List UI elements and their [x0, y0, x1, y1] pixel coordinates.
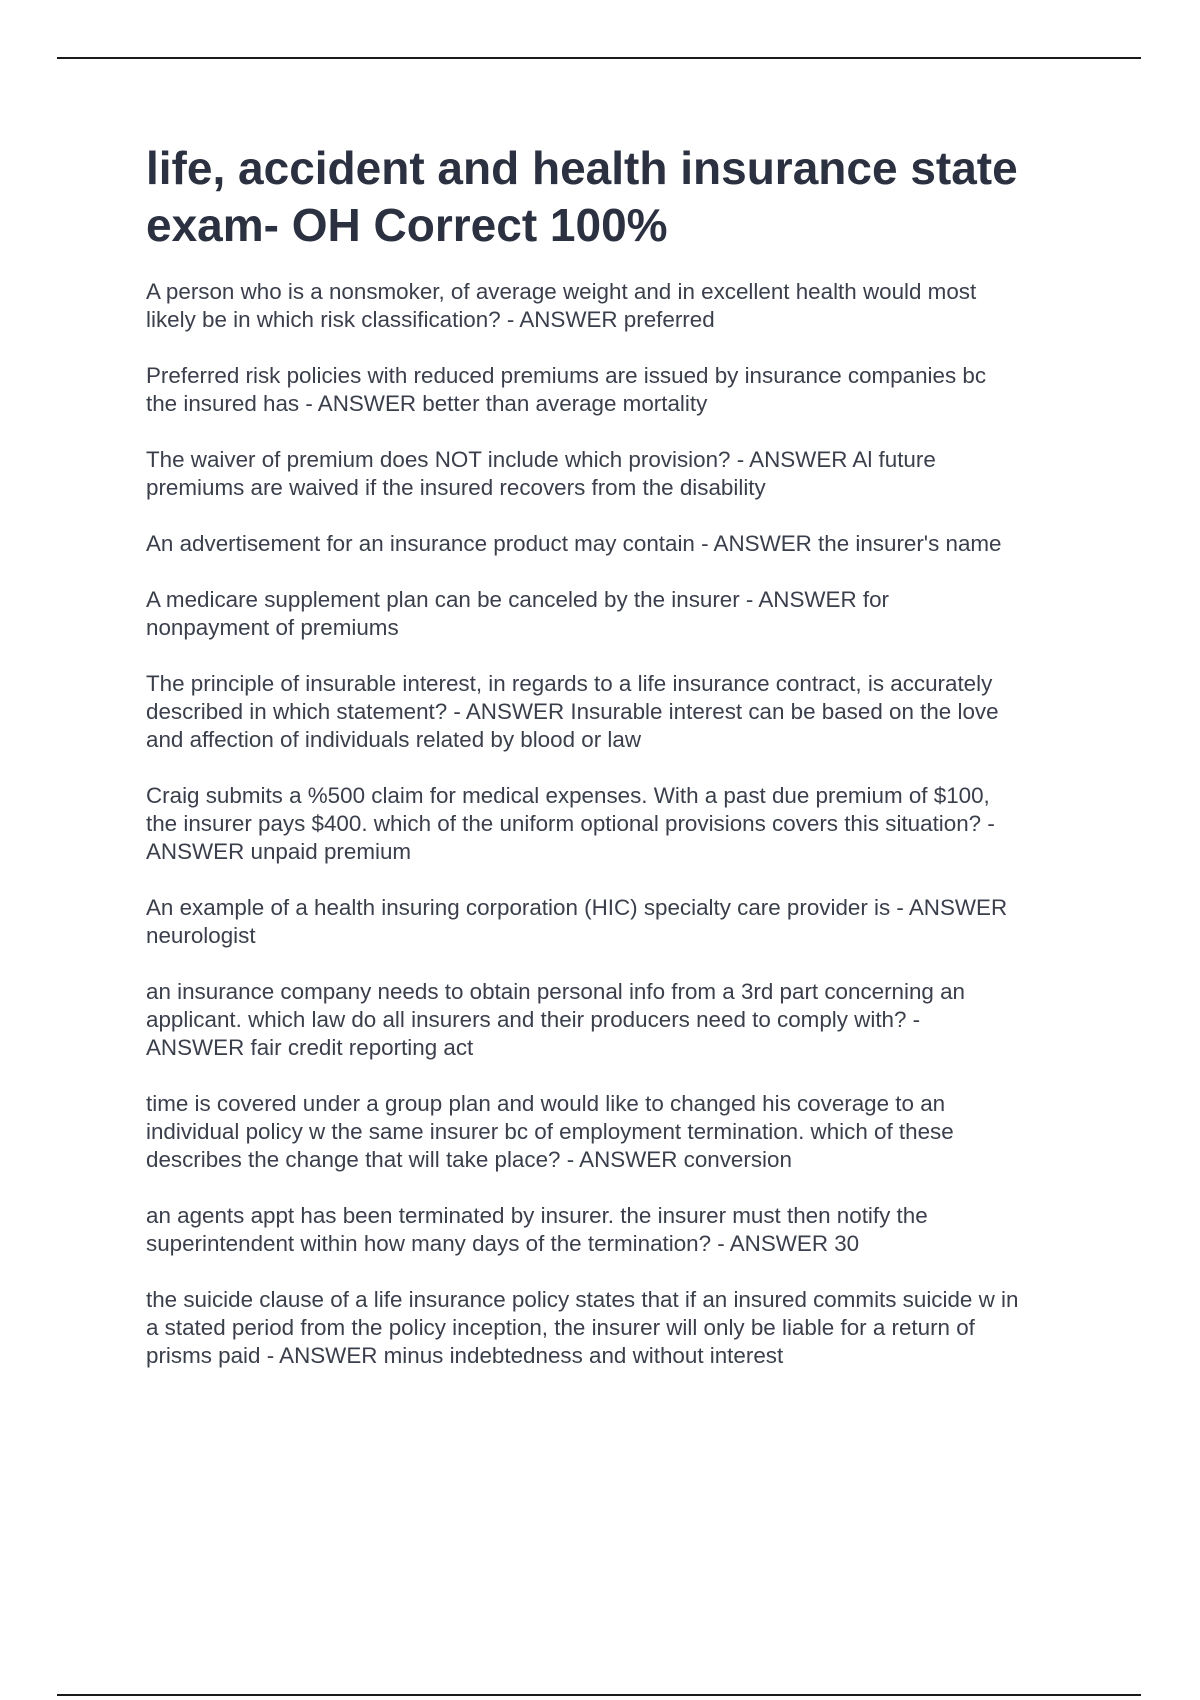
title-line-2: exam- OH Correct 100%: [146, 199, 668, 251]
qa-line: time is covered under a group plan and would like to changed his coverage to an: [146, 1091, 946, 1116]
qa-line: A person who is a nonsmoker, of average weight and in excellent health would most: [146, 279, 977, 304]
qa-line: An example of a health insuring corporation (HIC) specialty care provider is - ANSWER: [146, 895, 1008, 920]
qa-item: [146, 782, 1106, 866]
qa-item: [146, 978, 1106, 1062]
qa-item: [146, 894, 1106, 950]
qa-item: [146, 446, 1106, 502]
qa-item: [146, 278, 1106, 334]
document-body: [146, 140, 1106, 1398]
qa-line: likely be in which risk classification? - ANSWER preferred: [146, 307, 715, 332]
qa-line: ANSWER unpaid premium: [146, 839, 412, 864]
qa-line: The waiver of premium does NOT include which provision? - ANSWER Al future: [146, 447, 936, 472]
qa-line: the insurer pays $400. which of the uniform optional provisions covers this situation? -: [146, 811, 995, 836]
qa-line: A medicare supplement plan can be canceled by the insurer - ANSWER for: [146, 587, 890, 612]
qa-line: superintendent within how many days of the termination? - ANSWER 30: [146, 1231, 860, 1256]
qa-line: describes the change that will take place? - ANSWER conversion: [146, 1147, 792, 1172]
qa-line: prisms paid - ANSWER minus indebtedness and without interest: [146, 1343, 784, 1368]
qa-line: premiums are waived if the insured recovers from the disability: [146, 475, 766, 500]
qa-item: [146, 586, 1106, 642]
qa-line: and affection of individuals related by blood or law: [146, 727, 641, 752]
qa-line: an agents appt has been terminated by insurer. the insurer must then notify the: [146, 1203, 928, 1228]
qa-item: [146, 1202, 1106, 1258]
qa-item: [146, 670, 1106, 754]
qa-line: an insurance company needs to obtain personal info from a 3rd part concerning an: [146, 979, 966, 1004]
document-title: [146, 140, 1106, 254]
qa-line: described in which statement? - ANSWER Insurable interest can be based on the love: [146, 699, 999, 724]
qa-line: The principle of insurable interest, in regards to a life insurance contract, is accurately: [146, 671, 993, 696]
title-line-1: life, accident and health insurance state: [146, 142, 1018, 194]
top-rule: [57, 57, 1141, 59]
bottom-rule: [57, 1694, 1141, 1696]
qa-line: An advertisement for an insurance product may contain - ANSWER the insurer's name: [146, 531, 1002, 556]
qa-line: a stated period from the policy inception, the insurer will only be liable for a return of: [146, 1315, 975, 1340]
qa-line: nonpayment of premiums: [146, 615, 399, 640]
qa-list: [146, 278, 1106, 1370]
qa-line: Preferred risk policies with reduced premiums are issued by insurance companies bc: [146, 363, 987, 388]
qa-line: applicant. which law do all insurers and their producers need to comply with? -: [146, 1007, 921, 1032]
qa-line: individual policy w the same insurer bc of employment termination. which of these: [146, 1119, 954, 1144]
qa-line: Craig submits a %500 claim for medical expenses. With a past due premium of $100,: [146, 783, 990, 808]
qa-line: the suicide clause of a life insurance policy states that if an insured commits suicide w in: [146, 1287, 1019, 1312]
qa-item: [146, 1090, 1106, 1174]
qa-line: ANSWER fair credit reporting act: [146, 1035, 474, 1060]
qa-item: [146, 362, 1106, 418]
qa-item: [146, 1286, 1106, 1370]
qa-item: [146, 530, 1106, 558]
qa-line: neurologist: [146, 923, 256, 948]
qa-line: the insured has - ANSWER better than average mortality: [146, 391, 708, 416]
